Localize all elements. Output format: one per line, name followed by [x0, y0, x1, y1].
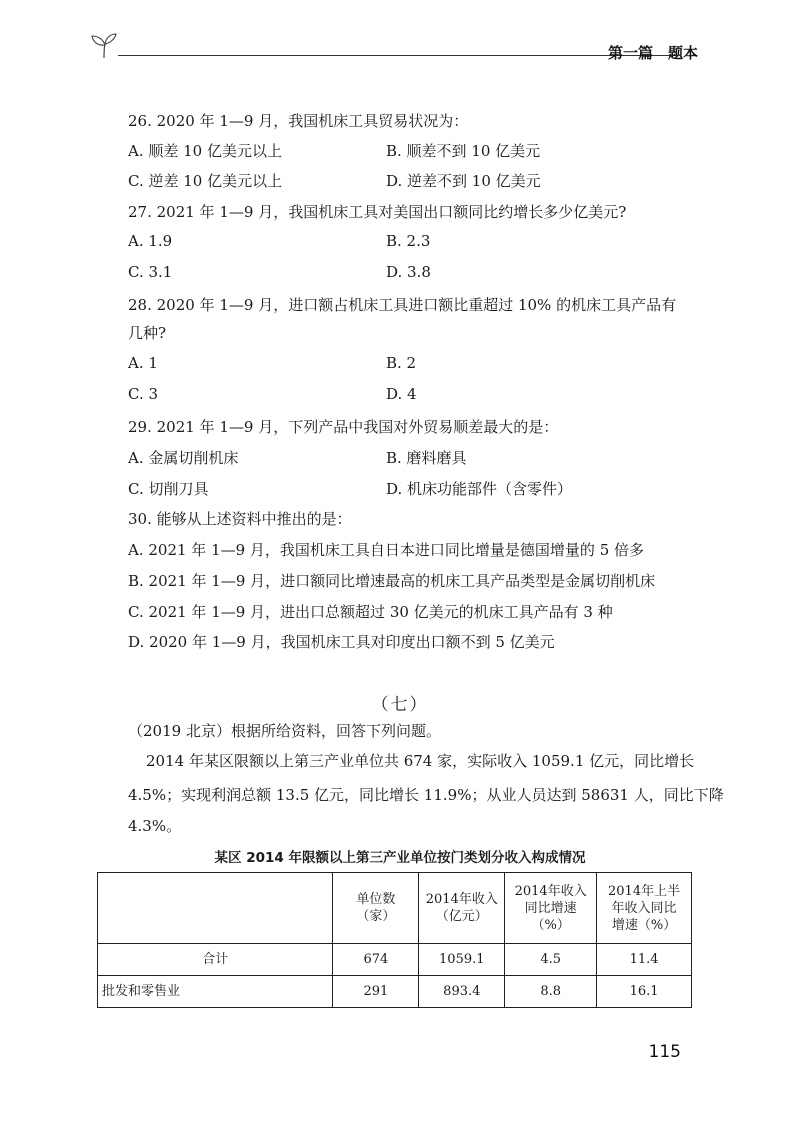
table-cell: 1059.1 — [419, 944, 505, 976]
section-title: （七） — [371, 695, 429, 715]
table-cell-category: 批发和零售业 — [98, 976, 333, 1008]
section-intro: （2019 北京）根据所给资料，回答下列问题。 — [128, 722, 441, 740]
table-cell: 11.4 — [597, 944, 692, 976]
sprout-icon — [88, 30, 122, 64]
question-26-option-d: D. 逆差不到 10 亿美元 — [386, 172, 541, 190]
question-29-stem: 29. 2021 年 1—9 月，下列产品中我国对外贸易顺差最大的是： — [128, 418, 559, 436]
question-27-option-d: D. 3.8 — [386, 263, 431, 281]
table-header-category — [98, 873, 333, 944]
table-cell: 893.4 — [419, 976, 505, 1008]
question-29-option-c: C. 切削刀具 — [128, 480, 209, 498]
question-27-option-c: C. 3.1 — [128, 263, 173, 281]
question-30-stem: 30. 能够从上述资料中推出的是： — [128, 510, 352, 528]
question-26-option-b: B. 顺差不到 10 亿美元 — [386, 142, 541, 160]
section-paragraph-line-3: 4.3%。 — [128, 817, 182, 835]
page-number: 115 — [648, 1042, 681, 1062]
question-27-option-b: B. 2.3 — [386, 232, 431, 250]
page-header — [88, 30, 698, 66]
question-28-option-a: A. 1 — [128, 354, 158, 372]
question-30-option-b: B. 2021 年 1—9 月，进口额同比增速最高的机床工具产品类型是金属切削机床 — [128, 572, 656, 590]
table-cell: 291 — [333, 976, 419, 1008]
table-header-half-year-growth: 2014年上半 年收入同比 增速（%） — [597, 873, 692, 944]
question-26-option-c: C. 逆差 10 亿美元以上 — [128, 172, 283, 190]
question-28-option-c: C. 3 — [128, 385, 159, 403]
section-paragraph-line-2: 4.5%；实现利润总额 13.5 亿元，同比增长 11.9%；从业人员达到 58631 人，同比下降 — [128, 786, 724, 804]
header-title: 第一篇 题本 — [607, 44, 698, 62]
table-row — [98, 976, 692, 1008]
table-header-growth: 2014年收入 同比增速 （%） — [505, 873, 597, 944]
table-row — [98, 944, 692, 976]
table-header-row — [98, 873, 692, 944]
question-26-stem: 26. 2020 年 1—9 月，我国机床工具贸易状况为： — [128, 112, 469, 130]
table-title: 某区 2014 年限额以上第三产业单位按门类划分收入构成情况 — [214, 850, 586, 866]
question-28-option-d: D. 4 — [386, 385, 417, 403]
question-30-option-a: A. 2021 年 1—9 月，我国机床工具自日本进口同比增量是德国增量的 5 倍多 — [128, 541, 645, 559]
table-header-revenue: 2014年收入 （亿元） — [419, 873, 505, 944]
revenue-table — [97, 872, 692, 1008]
question-28-option-b: B. 2 — [386, 354, 417, 372]
question-28-stem: 28. 2020 年 1—9 月，进口额占机床工具进口额比重超过 10% 的机床工具产品有 — [128, 296, 677, 314]
table-header-units: 单位数 （家） — [333, 873, 419, 944]
question-27-option-a: A. 1.9 — [128, 232, 173, 250]
section-paragraph-line-1: 2014 年某区限额以上第三产业单位共 674 家，实际收入 1059.1 亿元，同比增长 — [146, 752, 695, 770]
question-29-option-d: D. 机床功能部件（含零件） — [386, 480, 573, 498]
table-cell: 16.1 — [597, 976, 692, 1008]
question-26-option-a: A. 顺差 10 亿美元以上 — [128, 142, 282, 160]
table-cell-category: 合计 — [98, 944, 333, 976]
question-27-stem: 27. 2021 年 1—9 月，我国机床工具对美国出口额同比约增长多少亿美元? — [128, 203, 627, 221]
question-28-stem-continued: 几种? — [128, 324, 167, 342]
question-29-option-b: B. 磨料磨具 — [386, 449, 467, 467]
header-rule — [118, 55, 678, 56]
table-cell: 674 — [333, 944, 419, 976]
question-30-option-d: D. 2020 年 1—9 月，我国机床工具对印度出口额不到 5 亿美元 — [128, 633, 555, 651]
question-30-option-c: C. 2021 年 1—9 月，进出口总额超过 30 亿美元的机床工具产品有 3 种 — [128, 603, 613, 621]
table-cell: 4.5 — [505, 944, 597, 976]
question-29-option-a: A. 金属切削机床 — [128, 449, 239, 467]
table-cell: 8.8 — [505, 976, 597, 1008]
